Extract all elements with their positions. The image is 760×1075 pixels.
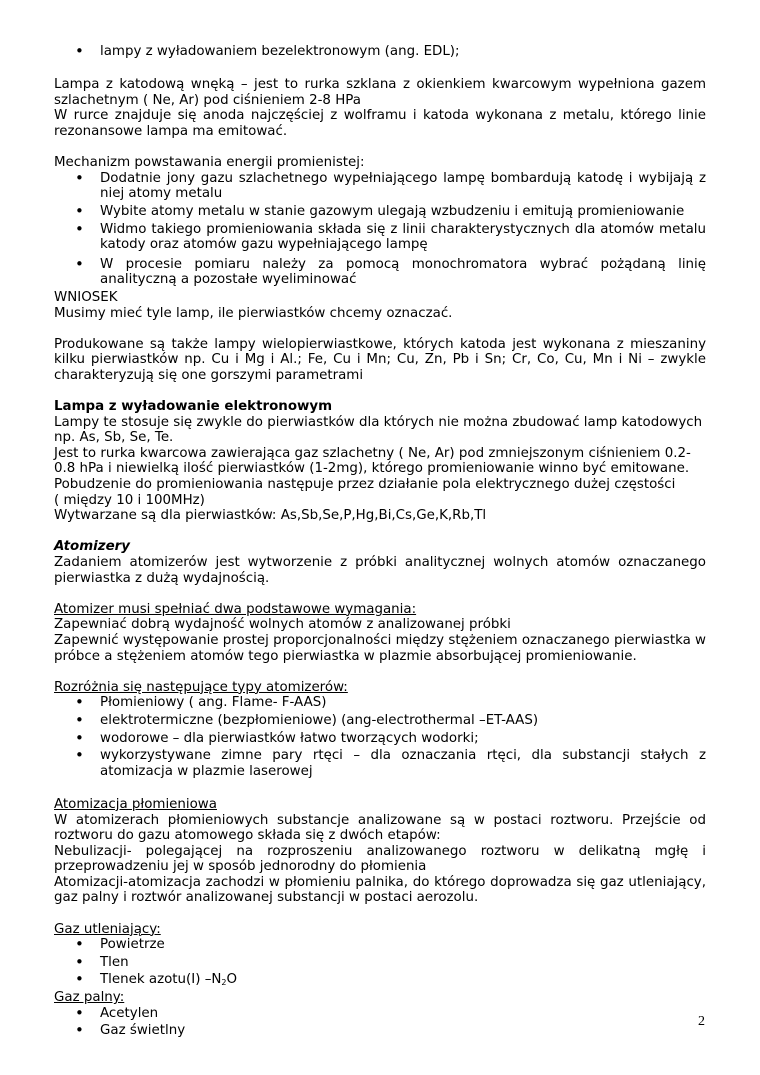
- list-item: • W procesie pomiaru należy za pomocą monochromatora wybrać pożądaną linię analityczną a pozostałe wyeliminować: [54, 257, 706, 288]
- page-number: 2: [698, 1014, 705, 1029]
- paragraph-edl-2: Jest to rurka kwarcowa zawierająca gaz szlachetny ( Ne, Ar) pod zmniejszonym ciśnieniem 0.2-0.8 hPa i niewielką ilość pierwiastków (1-2mg), którego promieniowanie winno być emitowane.: [54, 445, 691, 477]
- oxidant-gas-heading: Gaz utleniający:: [54, 921, 161, 937]
- atomizer-types-heading: Rozróżnia się następujące typy atomizerów:: [54, 679, 348, 695]
- list-item: • Tlen: [54, 955, 706, 971]
- paragraph-flame-1: W atomizerach płomieniowych substancje analizowane są w postaci roztworu. Przejście od roztworu do gazu atomowego składa się z dwóch etapów:: [54, 812, 706, 844]
- list-item: • Płomieniowy ( ang. Flame- F-AAS): [54, 695, 706, 711]
- n2o-suffix: O: [226, 972, 238, 988]
- section-heading-atomizers: Atomizery: [54, 539, 130, 555]
- paragraph-hcl-definition: Lampa z katodową wnęką – jest to rurka szklana z okienkiem kwarcowym wypełniona gazem szlachetnym ( Ne, Ar) pod ciśnieniem 2-8 HPa: [54, 77, 706, 108]
- list-item: • elektrotermiczne (bezpłomieniowe) (ang-electrothermal –ET-AAS): [54, 713, 706, 729]
- list-item: • Gaz świetlny: [54, 1023, 706, 1039]
- conclusion-label: WNIOSEK: [54, 289, 118, 305]
- list-item: • Acetylen: [54, 1006, 706, 1022]
- list-item: • Dodatnie jony gazu szlachetnego wypełniającego lampę bombardują katodę i wybijają z niej atomy metalu: [54, 171, 706, 202]
- paragraph-hcl-construction: W rurce znajduje się anoda najczęściej z wolframu i katoda wykonana z metalu, którego linie rezonansowe lampa ma emitować.: [54, 108, 706, 139]
- atomizer-types-list: [54, 695, 706, 779]
- list-item: • Widmo takiego promieniowania składa się z linii charakterystycznych dla atomów metalu katody oraz atomów gazu wypełniającego lampę: [54, 222, 706, 253]
- list-item-n2o: [54, 972, 706, 988]
- mechanism-heading: Mechanizm powstawania energii promienistej:: [54, 155, 365, 171]
- list-item: • Powietrze: [54, 937, 706, 953]
- requirements-heading: Atomizer musi spełniać dwa podstawowe wymagania:: [54, 601, 417, 617]
- list-item: • lampy z wyładowaniem bezelektronowym (ang. EDL);: [54, 44, 706, 60]
- requirement-1: Zapewniać dobrą wydajność wolnych atomów z analizowanej próbki: [54, 617, 511, 633]
- list-item: • Wybite atomy metalu w stanie gazowym ulegają wzbudzeniu i emitują promieniowanie: [54, 204, 706, 220]
- paragraph-edl-4: ( między 10 i 100MHz): [54, 492, 205, 508]
- n2o-prefix: Tlenek azotu(I) –N: [100, 972, 222, 988]
- paragraph-multi-element-lamps: Produkowane są także lampy wielopierwiastkowe, których katoda jest wykonana z mieszaniny kilku pierwiastków np. Cu i Mg i Al.; Fe, Cu i Mn; Cu, Zn, Pb i Sn; Cr, Co, Cu, Mn i Ni – zwykle charakteryzują się one gorszymi parametrami: [54, 336, 706, 383]
- oxidant-gas-list: [54, 937, 706, 988]
- n2o-subscript: 2: [221, 978, 227, 988]
- document-page: [54, 44, 706, 1041]
- flame-atomization-heading: Atomizacja płomieniowa: [54, 796, 217, 812]
- paragraph-atomizers-intro: Zadaniem atomizerów jest wytworzenie z próbki analitycznej wolnych atomów oznaczanego pierwiastka z dużą wydajnością.: [54, 555, 706, 586]
- fuel-gas-list: [54, 1006, 706, 1039]
- list-item: • wodorowe – dla pierwiastków łatwo tworzących wodorki;: [54, 731, 706, 747]
- paragraph-edl-5: Wytwarzane są dla pierwiastków: As,Sb,Se,P,Hg,Bi,Cs,Ge,K,Rb,Tl: [54, 508, 487, 524]
- requirement-2: Zapewnić występowanie prostej proporcjonalności między stężeniem oznaczanego pierwiastka w próbce a stężeniem atomów tego pierwiastka w plazmie absorbującej promieniowanie.: [54, 632, 707, 664]
- paragraph-edl-1: Lampy te stosuje się zwykle do pierwiastków dla których nie można zbudować lamp katodowych np. As, Sb, Se, Te.: [54, 414, 703, 446]
- paragraph-flame-2: Nebulizacji- polegającej na rozproszeniu analizowanego roztworu w delikatną mgłę i przeprowadzeniu jej w sposób jednorodny do płomienia: [54, 843, 706, 875]
- lamp-type-list: [54, 44, 706, 60]
- conclusion-text: Musimy mieć tyle lamp, ile pierwiastków chcemy oznaczać.: [54, 305, 453, 321]
- section-heading-edl: Lampa z wyładowanie elektronowym: [54, 399, 333, 415]
- mechanism-list: [54, 171, 706, 288]
- paragraph-flame-3: Atomizacji-atomizacja zachodzi w płomieniu palnika, do którego doprowadza się gaz utleniający, gaz palny i roztwór analizowanej substancji w postaci aerozolu.: [54, 874, 706, 906]
- paragraph-edl-3: Pobudzenie do promieniowania następuje przez działanie pola elektrycznego dużej częstości: [54, 477, 676, 493]
- list-item: • wykorzystywane zimne pary rtęci – dla oznaczania rtęci, dla substancji stałych z atomizacja w plazmie laserowej: [54, 748, 706, 779]
- fuel-gas-heading: Gaz palny:: [54, 990, 125, 1006]
